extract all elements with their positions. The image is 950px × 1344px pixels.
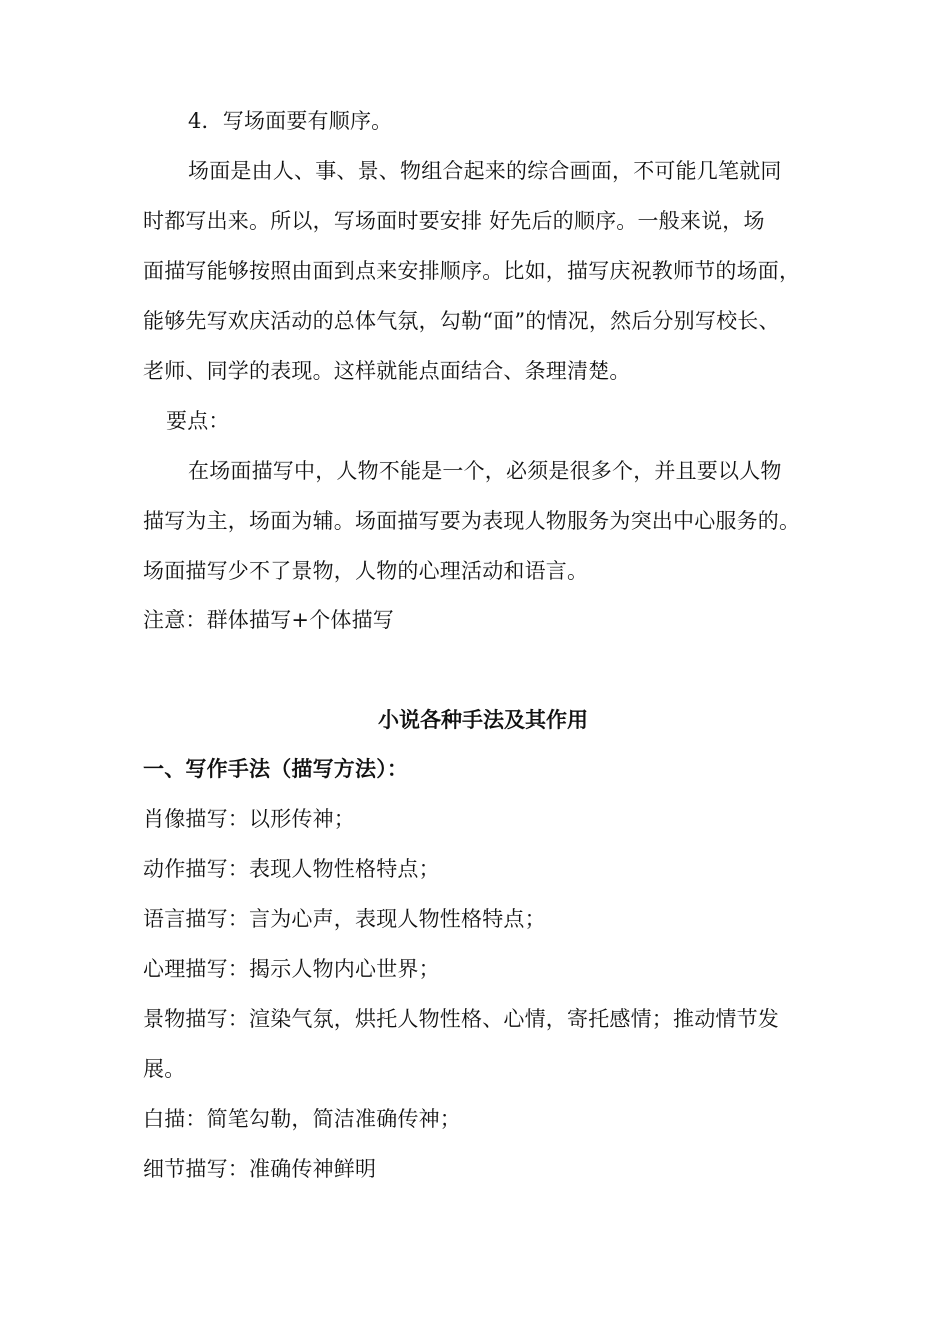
key-points-line: 场面描写少不了景物，人物的心理活动和语言。 (143, 559, 589, 583)
technique-item: 语言描写：言为心声，表现人物性格特点； (143, 907, 546, 931)
technique-item: 细节描写：准确传神鲜明 (143, 1157, 377, 1181)
key-points-line: 在场面描写中，人物不能是一个，必须是很多个，并且要以人物 (188, 459, 782, 483)
scene-paragraph-line: 能够先写欢庆活动的总体气氛，勾勒“面”的情况，然后分别写校长、 (143, 309, 780, 333)
section-subheading: 一、写作手法（描写方法）： (143, 756, 409, 781)
key-points-line: 描写为主，场面为辅。场面描写要为表现人物服务为突出中心服务的。 (143, 509, 801, 533)
technique-item: 动作描写：表现人物性格特点； (143, 857, 440, 881)
scene-paragraph-line: 老师、同学的表现。这样就能点面结合、条理清楚。 (143, 359, 631, 383)
technique-item: 景物描写：渲染气氛，烘托人物性格、心情，寄托感情；推动情节发 (143, 1007, 779, 1031)
technique-item: 心理描写：揭示人物内心世界； (143, 957, 440, 981)
technique-item-continuation: 展。 (143, 1057, 186, 1081)
note-line: 注意：群体描写+个体描写 (143, 608, 394, 632)
scene-paragraph-line: 面描写能够按照由面到点来安排顺序。比如，描写庆祝教师节的场面， (143, 259, 801, 283)
section-title: 小说各种手法及其作用 (378, 707, 588, 732)
scene-heading: 4．写场面要有顺序。 (188, 109, 393, 133)
scene-paragraph-line: 时都写出来。所以，写场面时要安排 好先后的顺序。一般来说，场 (143, 209, 765, 233)
technique-item: 白描：简笔勾勒，简洁准确传神； (143, 1107, 461, 1131)
technique-item: 肖像描写：以形传神； (143, 807, 355, 831)
scene-paragraph-line: 场面是由人、事、景、物组合起来的综合画面，不可能几笔就同 (188, 159, 782, 183)
key-points-label: 要点： (166, 409, 230, 433)
